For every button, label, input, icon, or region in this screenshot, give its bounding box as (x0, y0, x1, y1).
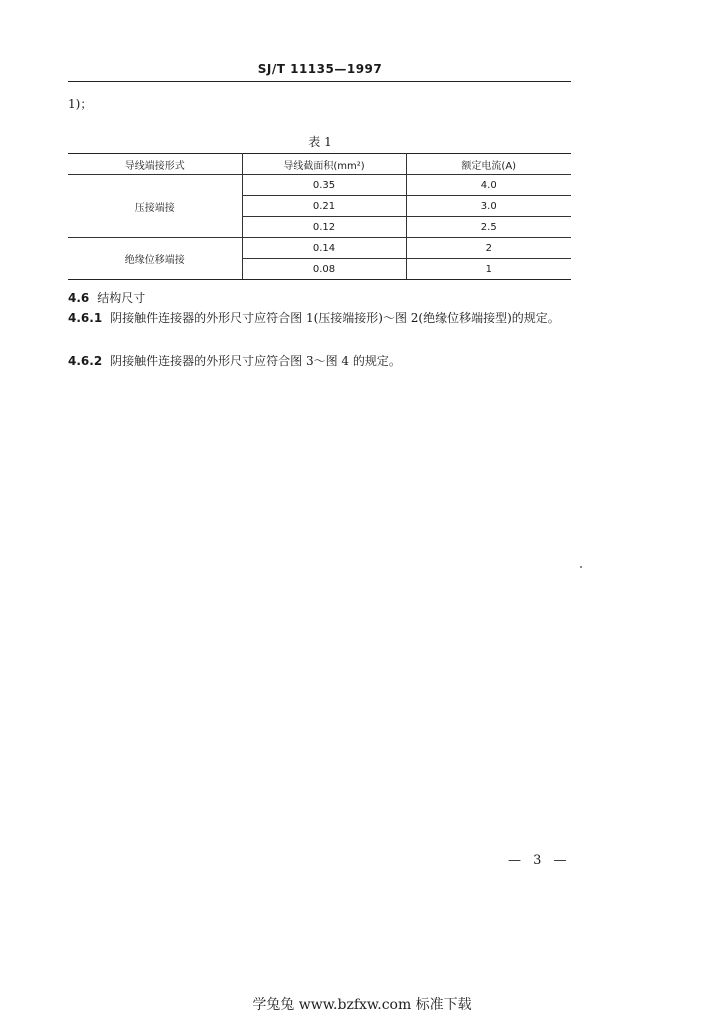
wire-area-cell: 0.14 (242, 238, 406, 259)
table-row (68, 175, 571, 196)
section-number: 4.6 (68, 291, 90, 305)
section-4-6-1 (68, 310, 578, 327)
section-text: 阴接触件连接器的外形尺寸应符合图 3～图 4 的规定。 (110, 354, 401, 368)
wire-area-cell: 0.08 (242, 259, 406, 280)
table-caption: 表 1 (308, 135, 332, 149)
rated-current-table (68, 153, 571, 280)
rated-current-cell: 4.0 (406, 175, 571, 196)
rated-current-cell: 2.5 (406, 217, 571, 238)
header-rule (68, 81, 571, 82)
section-number: 4.6.1 (68, 311, 103, 325)
wire-area-cell: 0.35 (242, 175, 406, 196)
section-number: 4.6.2 (68, 354, 103, 368)
section-text: 阴接触件连接器的外形尺寸应符合图 1(压接端接形)～图 2(绝缘位移端接型)的规定。 (110, 311, 560, 325)
section-4-6 (68, 290, 571, 307)
rated-current-cell: 3.0 (406, 196, 571, 217)
standard-code-header: SJ/T 11135—1997 (257, 62, 383, 76)
page-number: — 3 — (508, 853, 571, 868)
table-header-row (68, 154, 571, 175)
continuation-text: 1)； (68, 97, 93, 111)
section-text: 结构尺寸 (97, 291, 146, 305)
termination-type-cell: 压接端接 (68, 175, 242, 238)
section-4-6-2 (68, 353, 571, 370)
rated-current-cell: 2 (406, 238, 571, 259)
header-wire-area: 导线截面积(mm²) (242, 154, 406, 175)
wire-area-cell: 0.21 (242, 196, 406, 217)
wire-area-cell: 0.12 (242, 217, 406, 238)
header-rated-current: 额定电流(A) (406, 154, 571, 175)
scan-speck (580, 566, 582, 568)
table-row (68, 238, 571, 259)
header-termination-type: 导线端接形式 (68, 154, 242, 175)
termination-type-cell: 绝缘位移端接 (68, 238, 242, 280)
watermark: 学兔兔 www.bzfxw.com 标准下载 (252, 997, 472, 1013)
rated-current-cell: 1 (406, 259, 571, 280)
